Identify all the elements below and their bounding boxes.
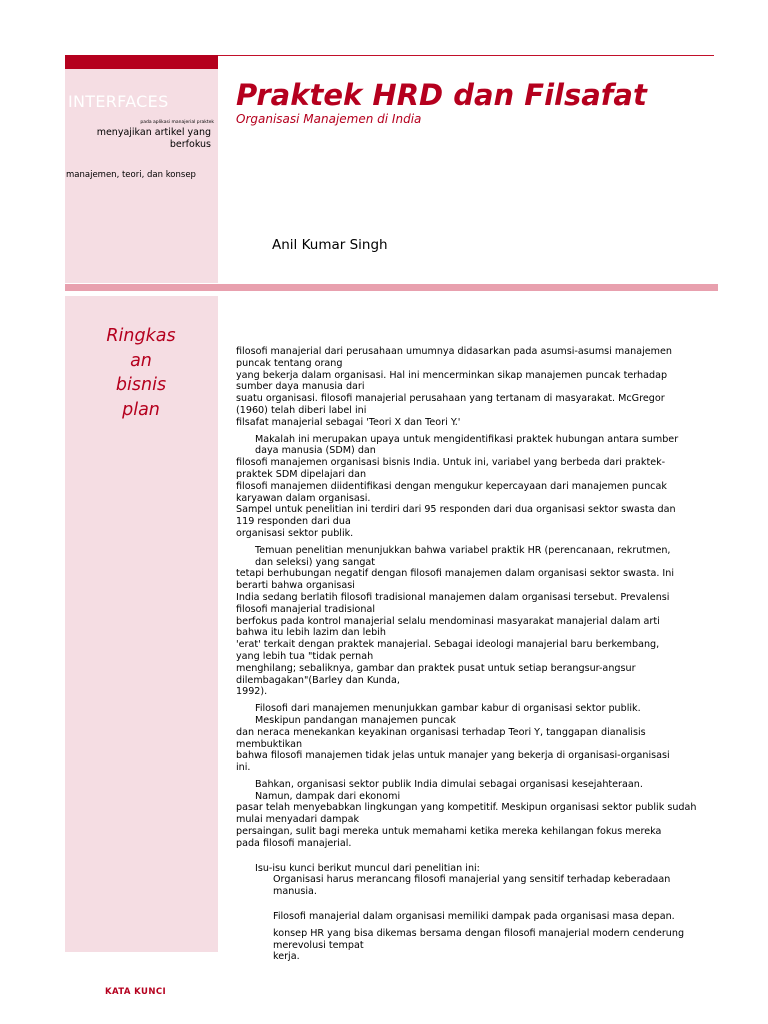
section-heading-line: plan xyxy=(122,399,160,420)
body-text-line: konsep HR yang bisa dikemas bersama dengan filosofi manajerial modern cenderung xyxy=(273,927,685,939)
body-text-line: filsafat manajerial sebagai 'Teori X dan Teori Y.' xyxy=(236,416,461,428)
sidebar-lead-line: menyajikan artikel yang xyxy=(96,127,211,138)
body-text-line: berarti bahwa organisasi xyxy=(236,580,355,592)
page-title: Praktek HRD dan Filsafat xyxy=(236,78,647,112)
body-text-line: Filosofi manajerial dalam organisasi memiliki dampak pada organisasi masa depan. xyxy=(273,911,675,923)
sidebar-lead xyxy=(66,127,211,151)
body-text-line: karyawan dalam organisasi. xyxy=(236,492,371,504)
body-text-line: Organisasi harus merancang filosofi manajerial yang sensitif terhadap keberadaan xyxy=(273,874,671,886)
section-heading-line: Ringkas xyxy=(106,326,176,346)
body-text-line: pasar telah menyebabkan lingkungan yang kompetitif. Meskipun organisasi sektor publik sudah xyxy=(236,802,697,814)
article-body xyxy=(236,346,712,963)
body-text-line: (1960) telah diberi label ini xyxy=(236,404,367,416)
body-text-line: Sampel untuk penelitian ini terdiri dari 95 responden dari dua organisasi sektor swasta dan xyxy=(236,504,676,516)
body-text-line: dilembagakan"(Barley dan Kunda, xyxy=(236,674,400,686)
body-text-line: dan neraca menekankan keyakinan organisasi terhadap Teori Y, tanggapan dianalisis xyxy=(236,726,646,738)
page-subtitle: Organisasi Manajemen di India xyxy=(236,112,422,126)
body-text-line: yang lebih tua "tidak pernah xyxy=(236,650,374,662)
sidebar-top-bar xyxy=(65,55,218,69)
body-text-line: pada filosofi manajerial. xyxy=(236,837,352,849)
body-text-line: 'erat' terkait dengan praktek manajerial. Sebagai ideologi manajerial baru berkembang, xyxy=(236,639,660,651)
section-divider xyxy=(65,284,718,291)
body-text-line: organisasi sektor publik. xyxy=(236,527,354,539)
body-text-line: yang bekerja dalam organisasi. Hal ini mencerminkan sikap manajemen puncak terhadap xyxy=(236,369,668,381)
keyword-label: KATA KUNCI xyxy=(105,987,167,997)
sidebar-tiny-text: pada aplikasi manajerial praktek xyxy=(140,120,214,125)
body-text-line: bahwa filosofi manajemen tidak jelas untuk manajer yang bekerja di organisasi-organisasi xyxy=(236,750,670,762)
body-text-line: merevolusi tempat xyxy=(273,939,364,951)
body-text-line: bahwa itu lebih lazim dan lebih xyxy=(236,627,386,639)
body-text-line: Isu-isu kunci berikut muncul dari penelitian ini: xyxy=(255,862,480,874)
body-text-line: sumber daya manusia dari xyxy=(236,381,365,393)
body-text-line: Bahkan, organisasi sektor publik India dimulai sebagai organisasi kesejahteraan. xyxy=(255,778,643,790)
body-text-line: dan seleksi) yang sangat xyxy=(255,556,376,568)
body-text-line: 119 responden dari dua xyxy=(236,516,351,528)
body-text-line: filosofi manajemen organisasi bisnis India. Untuk ini, variabel yang berbeda dari praktek- xyxy=(236,457,666,469)
body-text-line: suatu organisasi. filosofi manajerial perusahaan yang tertanam di masyarakat. McGregor xyxy=(236,393,665,405)
body-text-line: mulai menyadari dampak xyxy=(236,814,360,826)
paragraph-gap xyxy=(236,850,712,863)
body-text-line: Namun, dampak dari ekonomi xyxy=(255,790,401,802)
sidebar-topics: manajemen, teori, dan konsep xyxy=(66,170,196,180)
body-text-line: tetapi berhubungan negatif dengan filosofi manajemen dalam organisasi sektor swasta. Ini xyxy=(236,568,675,580)
body-text-line: Meskipun pandangan manajemen puncak xyxy=(255,714,456,726)
body-text-line: 1992). xyxy=(236,686,268,698)
body-text-line: praktek SDM dipelajari dan xyxy=(236,468,367,480)
body-text-line: filosofi manajemen diidentifikasi dengan mengukur kepercayaan dari manajemen puncak xyxy=(236,480,667,492)
body-text-line: India sedang berlatih filosofi tradisional manajemen dalam organisasi tersebut. Prevalensi xyxy=(236,591,670,603)
author-name: Anil Kumar Singh xyxy=(272,237,388,253)
body-text-line: menghilang; sebaliknya, gambar dan praktek pusat untuk setiap berangsur-angsur xyxy=(236,662,636,674)
section-heading-line: an xyxy=(130,350,152,371)
brand-name: INTERFACES xyxy=(68,92,169,111)
section-heading-line: bisnis xyxy=(115,375,167,395)
body-text-line: puncak tentang orang xyxy=(236,357,343,369)
body-text-line: persaingan, sulit bagi mereka untuk memahami ketika mereka kehilangan fokus mereka xyxy=(236,826,662,838)
header-rule xyxy=(218,55,714,56)
body-text-line: Makalah ini merupakan upaya untuk mengidentifikasi praktek hubungan antara sumber xyxy=(255,433,679,445)
body-text-line: kerja. xyxy=(273,951,300,963)
body-text-line: ini. xyxy=(236,762,251,774)
body-text-line: manusia. xyxy=(273,886,317,898)
sidebar-lead-line: berfokus xyxy=(169,139,211,150)
body-text-line: filosofi manajerial tradisional xyxy=(236,603,375,615)
section-heading xyxy=(68,324,214,422)
body-text-line: Temuan penelitian menunjukkan bahwa variabel praktik HR (perencanaan, rekrutmen, xyxy=(255,544,671,556)
body-text-line: membuktikan xyxy=(236,738,303,750)
body-text-line: Filosofi dari manajemen menunjukkan gambar kabur di organisasi sektor publik. xyxy=(255,703,641,715)
body-text-line: berfokus pada kontrol manajerial selalu mendominasi masyarakat manajerial dalam arti xyxy=(236,615,660,627)
body-text-line: daya manusia (SDM) dan xyxy=(255,445,376,457)
body-text-line: filosofi manajerial dari perusahaan umumnya didasarkan pada asumsi-asumsi manajemen xyxy=(236,346,672,357)
paragraph-gap xyxy=(236,898,712,911)
